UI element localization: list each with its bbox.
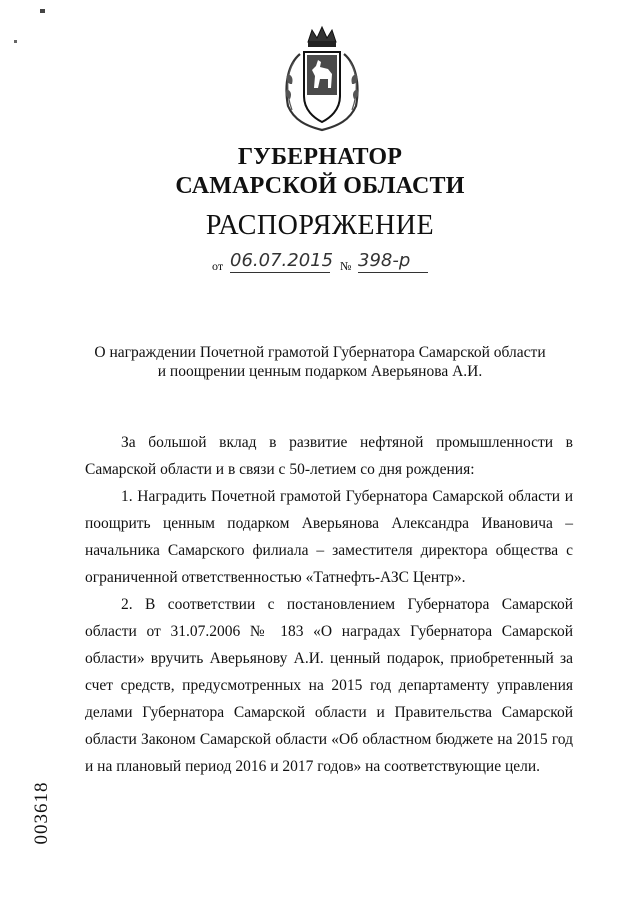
body-paragraph-item-2: 2. В соответствии с постановлением Губернатора Самарской области от 31.07.2006 № 183 «О наградах Губернатора Самарской области» вручить Аверьянову А.И. ценный подарок, приобретенный за счет средств, предусмотренных на 2015 год департаменту управления делами Губернатора Самарской области и Правительства Самарской области Законом Самарской области «Об областном бюджете на 2015 год и на плановый период 2016 и 2017 годов» на соответствующие цели. — [85, 596, 573, 775]
body-paragraph-preamble: За большой вклад в развитие нефтяной промышленности в Самарской области и в связи с 50-летием со дня рождения: — [85, 434, 573, 478]
document-body — [85, 429, 573, 780]
document-number: 398-р — [358, 250, 428, 273]
serial-stamp — [20, 770, 64, 860]
issuer-region: САМАРСКОЙ ОБЛАСТИ — [175, 173, 465, 199]
document-subject — [60, 343, 580, 381]
issuer-title: ГУБЕРНАТОР — [237, 144, 403, 170]
body-paragraph-item-1: 1. Наградить Почетной грамотой Губернатора Самарской области и поощрить ценным подарком Аверьянова Александра Ивановича – начальника Самарского филиала – заместителя директора общества с ограниченной ответственностью «Татнефть-АЗС Центр». — [85, 488, 573, 586]
scan-speck — [14, 40, 17, 43]
subject-line-2: и поощрении ценным подарком Аверьянова А.И. — [157, 363, 483, 380]
scan-speck — [40, 9, 45, 13]
date-prefix: от — [212, 259, 224, 273]
subject-line-1: О награждении Почетной грамотой Губернатора Самарской области — [94, 344, 546, 361]
serial-number: 003618 — [31, 781, 52, 845]
document-date: 06.07.2015 — [230, 250, 334, 271]
document-type: РАСПОРЯЖЕНИЕ — [205, 210, 435, 241]
date-number-line — [212, 250, 442, 276]
samara-coat-of-arms-icon — [278, 24, 366, 134]
number-prefix: № — [340, 259, 352, 273]
